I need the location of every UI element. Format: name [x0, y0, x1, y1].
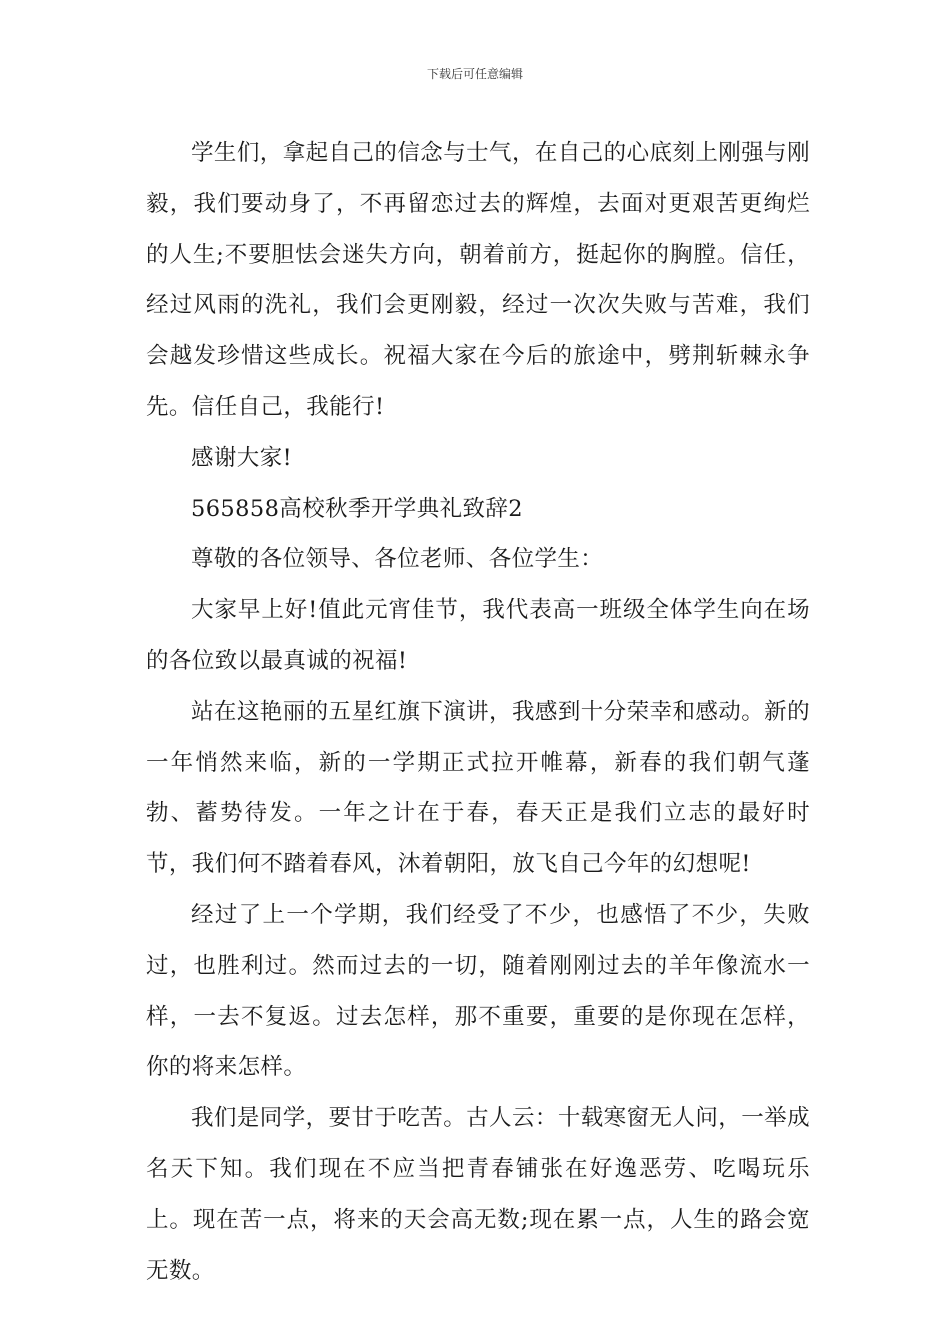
- section-title: 565858高校秋季开学典礼致辞2: [191, 495, 524, 522]
- paragraph-salutation: 尊敬的各位领导、各位老师、各位学生：: [191, 546, 604, 573]
- paragraph-new-year: 站在这艳丽的五星红旗下演讲，我感到十分荣幸和感动。新的一年悄然来临，新的一学期正式拉开帷幕，新春的我们朝气蓬勃、蓄势待发。一年之计在于春，春天正是我们立志的最好时节，我们何不踏着春风，沐着朝阳，放飞自己今年的幻想呢!: [146, 698, 810, 878]
- document-body: [146, 128, 810, 1296]
- paragraph-hard-work: 我们是同学，要甘于吃苦。古人云：十载寒窗无人问，一举成名天下知。我们现在不应当把青春铺张在好逸恶劳、吃喝玩乐上。现在苦一点，将来的天会高无数;现在累一点，人生的路会宽无数。: [146, 1105, 810, 1284]
- page-header: 下载后可任意编辑: [426, 67, 523, 81]
- paragraph-greeting: 大家早上好!值此元宵佳节，我代表高一班级全体学生向在场的各位致以最真诚的祝福!: [146, 597, 810, 674]
- paragraph-thanks: 感谢大家!: [191, 444, 293, 471]
- paragraph-closing-blessing: 学生们，拿起自己的信念与士气，在自己的心底刻上刚强与刚毅，我们要动身了，不再留恋过去的辉煌，去面对更艰苦更绚烂的人生;不要胆怯会迷失方向，朝着前方，挺起你的胸膛。信任，经过风雨的洗礼，我们会更刚毅，经过一次次失败与苦难，我们会越发珍惜这些成长。祝福大家在今后的旅途中，劈荆斩棘永争先。信任自己，我能行!: [146, 140, 810, 420]
- paragraph-past-semester: 经过了上一个学期，我们经受了不少，也感悟了不少，失败过，也胜利过。然而过去的一切，随着刚刚过去的羊年像流水一样，一去不复返。过去怎样，那不重要，重要的是你现在怎样，你的将来怎样。: [146, 901, 810, 1081]
